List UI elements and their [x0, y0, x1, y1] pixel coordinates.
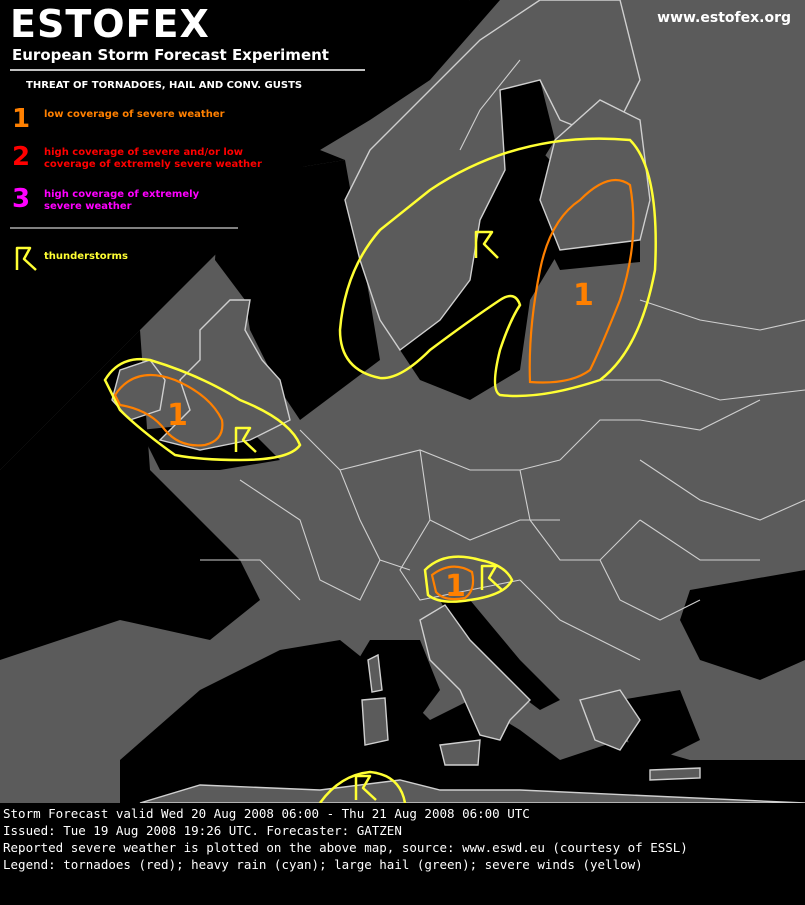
brand-url[interactable]: www.estofex.org	[657, 10, 791, 26]
sicily	[440, 740, 480, 765]
legend-level3-number: 3	[12, 184, 31, 214]
sardinia	[362, 698, 388, 745]
footer-valid-line: Storm Forecast valid Wed 20 Aug 2008 06:00 - Thu 21 Aug 2008 06:00 UTC	[3, 806, 530, 821]
level-label-alps: 1	[445, 569, 466, 604]
brand-title: ESTOFEX	[10, 2, 210, 46]
legend-thunderstorms	[12, 248, 128, 263]
legend-level3-line2: severe weather	[44, 201, 132, 212]
legend-level1	[12, 106, 225, 132]
legend-level2-number: 2	[12, 142, 31, 172]
forecast-footer	[0, 803, 805, 905]
legend-level2-text	[44, 144, 262, 171]
level-label-scandinavia: 1	[573, 278, 594, 313]
crete	[650, 768, 700, 780]
black-sea	[680, 570, 805, 680]
legend-thunderstorms-text: thunderstorms	[44, 251, 128, 262]
thunderstorm-icon	[482, 566, 502, 590]
footer-issued-line: Issued: Tue 19 Aug 2008 19:26 UTC. Forecaster: GATZEN	[3, 823, 402, 838]
footer-legend-line: Legend: tornadoes (red); heavy rain (cyan); large hail (green); severe winds (yellow)	[3, 857, 643, 872]
level-label-uk: 1	[167, 398, 188, 433]
legend-level3-line1: high coverage of extremely	[44, 189, 200, 200]
legend-level1-text: low coverage of severe weather	[44, 109, 225, 120]
legend-level2-line2: coverage of extremely severe weather	[44, 159, 262, 170]
legend-level2	[12, 144, 262, 171]
legend-level3-text	[44, 186, 199, 213]
legend-level2-line1: high coverage of severe and/or low	[44, 147, 243, 158]
brand-subtitle: European Storm Forecast Experiment	[12, 46, 329, 64]
legend-level1-number: 1	[12, 104, 31, 134]
threat-title: THREAT OF TORNADOES, HAIL AND CONV. GUSTS	[26, 80, 303, 91]
footer-source-line: Reported severe weather is plotted on the above map, source: www.eswd.eu (courtesy of ESSL)	[3, 840, 688, 855]
legend-level3	[12, 186, 199, 213]
